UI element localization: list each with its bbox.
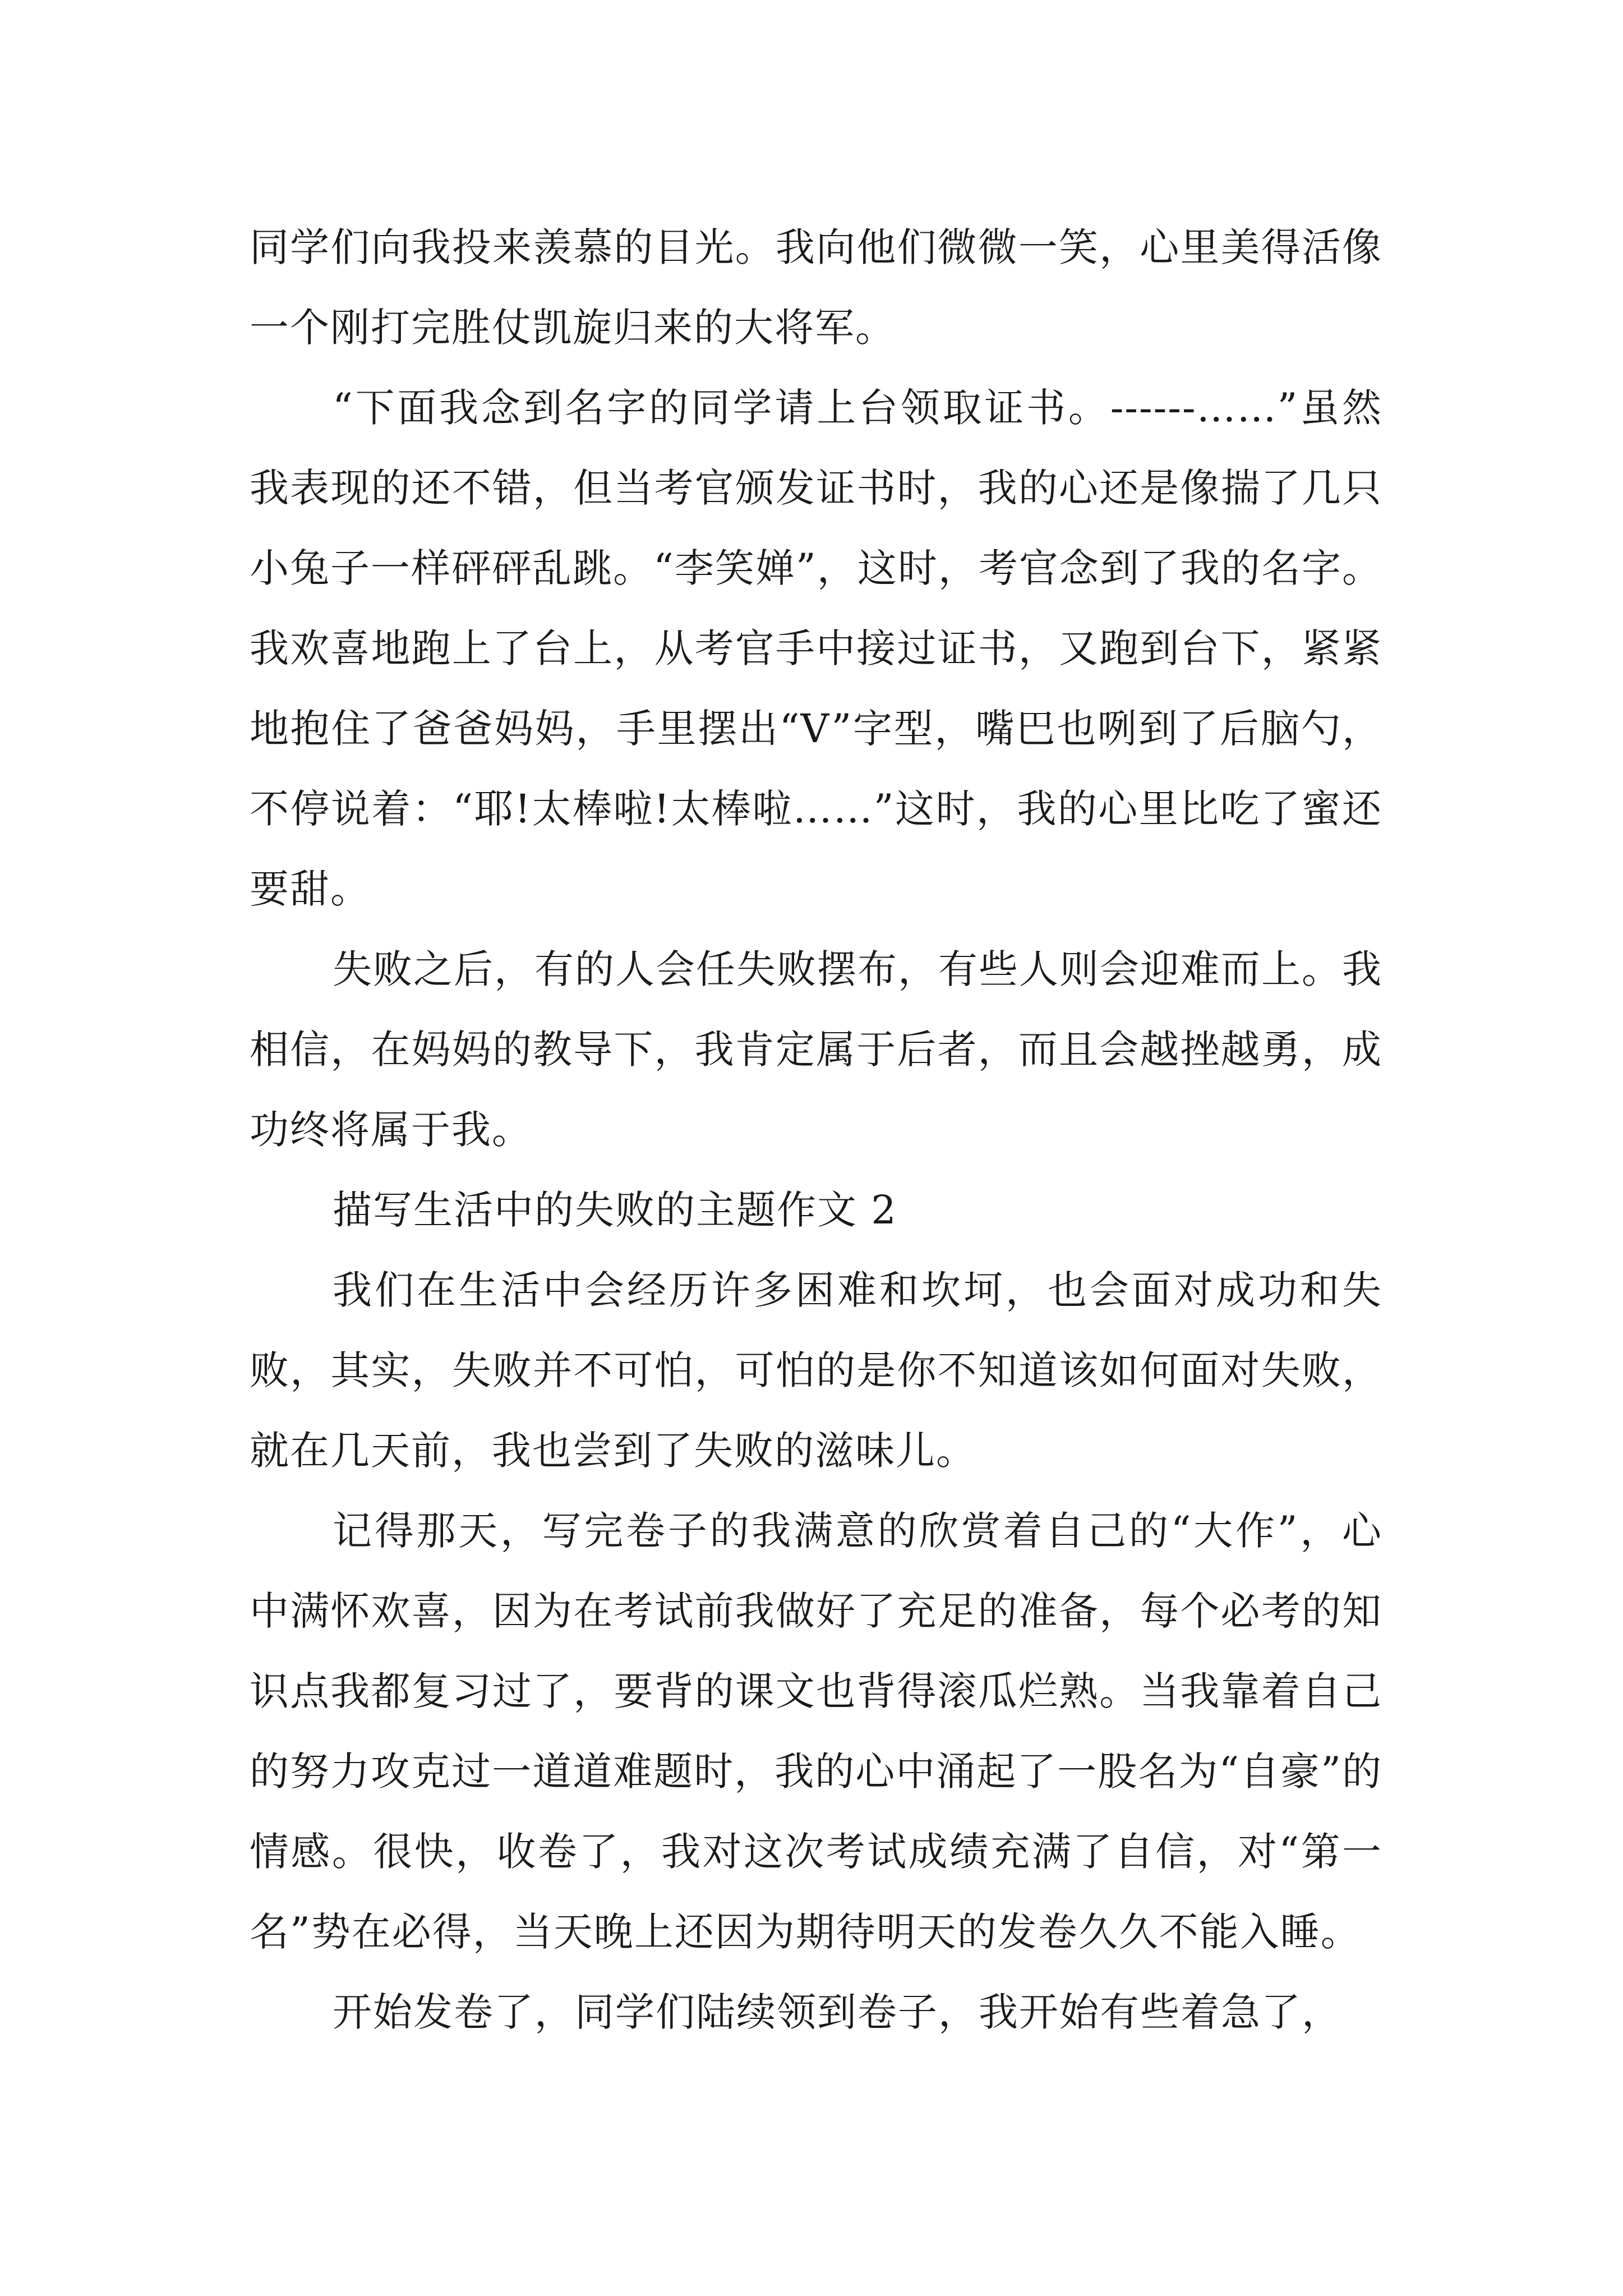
document-body	[250, 208, 1382, 2053]
paragraph-2: “下面我念到名字的同学请上台领取证书。------……”虽然我表现的还不错，但当考官颁发证书时，我的心还是像揣了几只小兔子一样砰砰乱跳。“李笑婵”，这时，考官念到了我的名字。我欢喜地跑上了台上，从考官手中接过证书，又跑到台下，紧紧地抱住了爸爸妈妈，手里摆出“V”字型，嘴巴也咧到了后脑勺，不停说着：“耶!太棒啦!太棒啦……”这时，我的心里比吃了蜜还要甜。	[250, 385, 1382, 912]
paragraph-6: 开始发卷了，同学们陆续领到卷子，我开始有些着急了，	[333, 1989, 1342, 2035]
paragraph-5: 记得那天，写完卷子的我满意的欣赏着自己的“大作”，心中满怀欢喜，因为在考试前我做好了充足的准备，每个必考的知识点我都复习过了，要背的课文也背得滚瓜烂熟。当我靠着自己的努力攻克过一道道难题时，我的心中涌起了一股名为“自豪”的情感。很快，收卷了，我对这次考试成绩充满了自信，对“第一名”势在必得，当天晚上还因为期待明天的发卷久久不能入睡。	[250, 1508, 1382, 1955]
paragraph-4: 我们在生活中会经历许多困难和坎坷，也会面对成功和失败，其实，失败并不可怕，可怕的是你不知道该如何面对失败，就在几天前，我也尝到了失败的滋味儿。	[250, 1267, 1382, 1474]
paragraph-3: 失败之后，有的人会任失败摆布，有些人则会迎难而上。我相信，在妈妈的教导下，我肯定属于后者，而且会越挫越勇，成功终将属于我。	[250, 946, 1382, 1153]
paragraph-1: 同学们向我投来羡慕的目光。我向他们微微一笑，心里美得活像一个刚打完胜仗凯旋归来的大将军。	[250, 224, 1382, 351]
section-heading: 描写生活中的失败的主题作文 2	[333, 1187, 897, 1233]
